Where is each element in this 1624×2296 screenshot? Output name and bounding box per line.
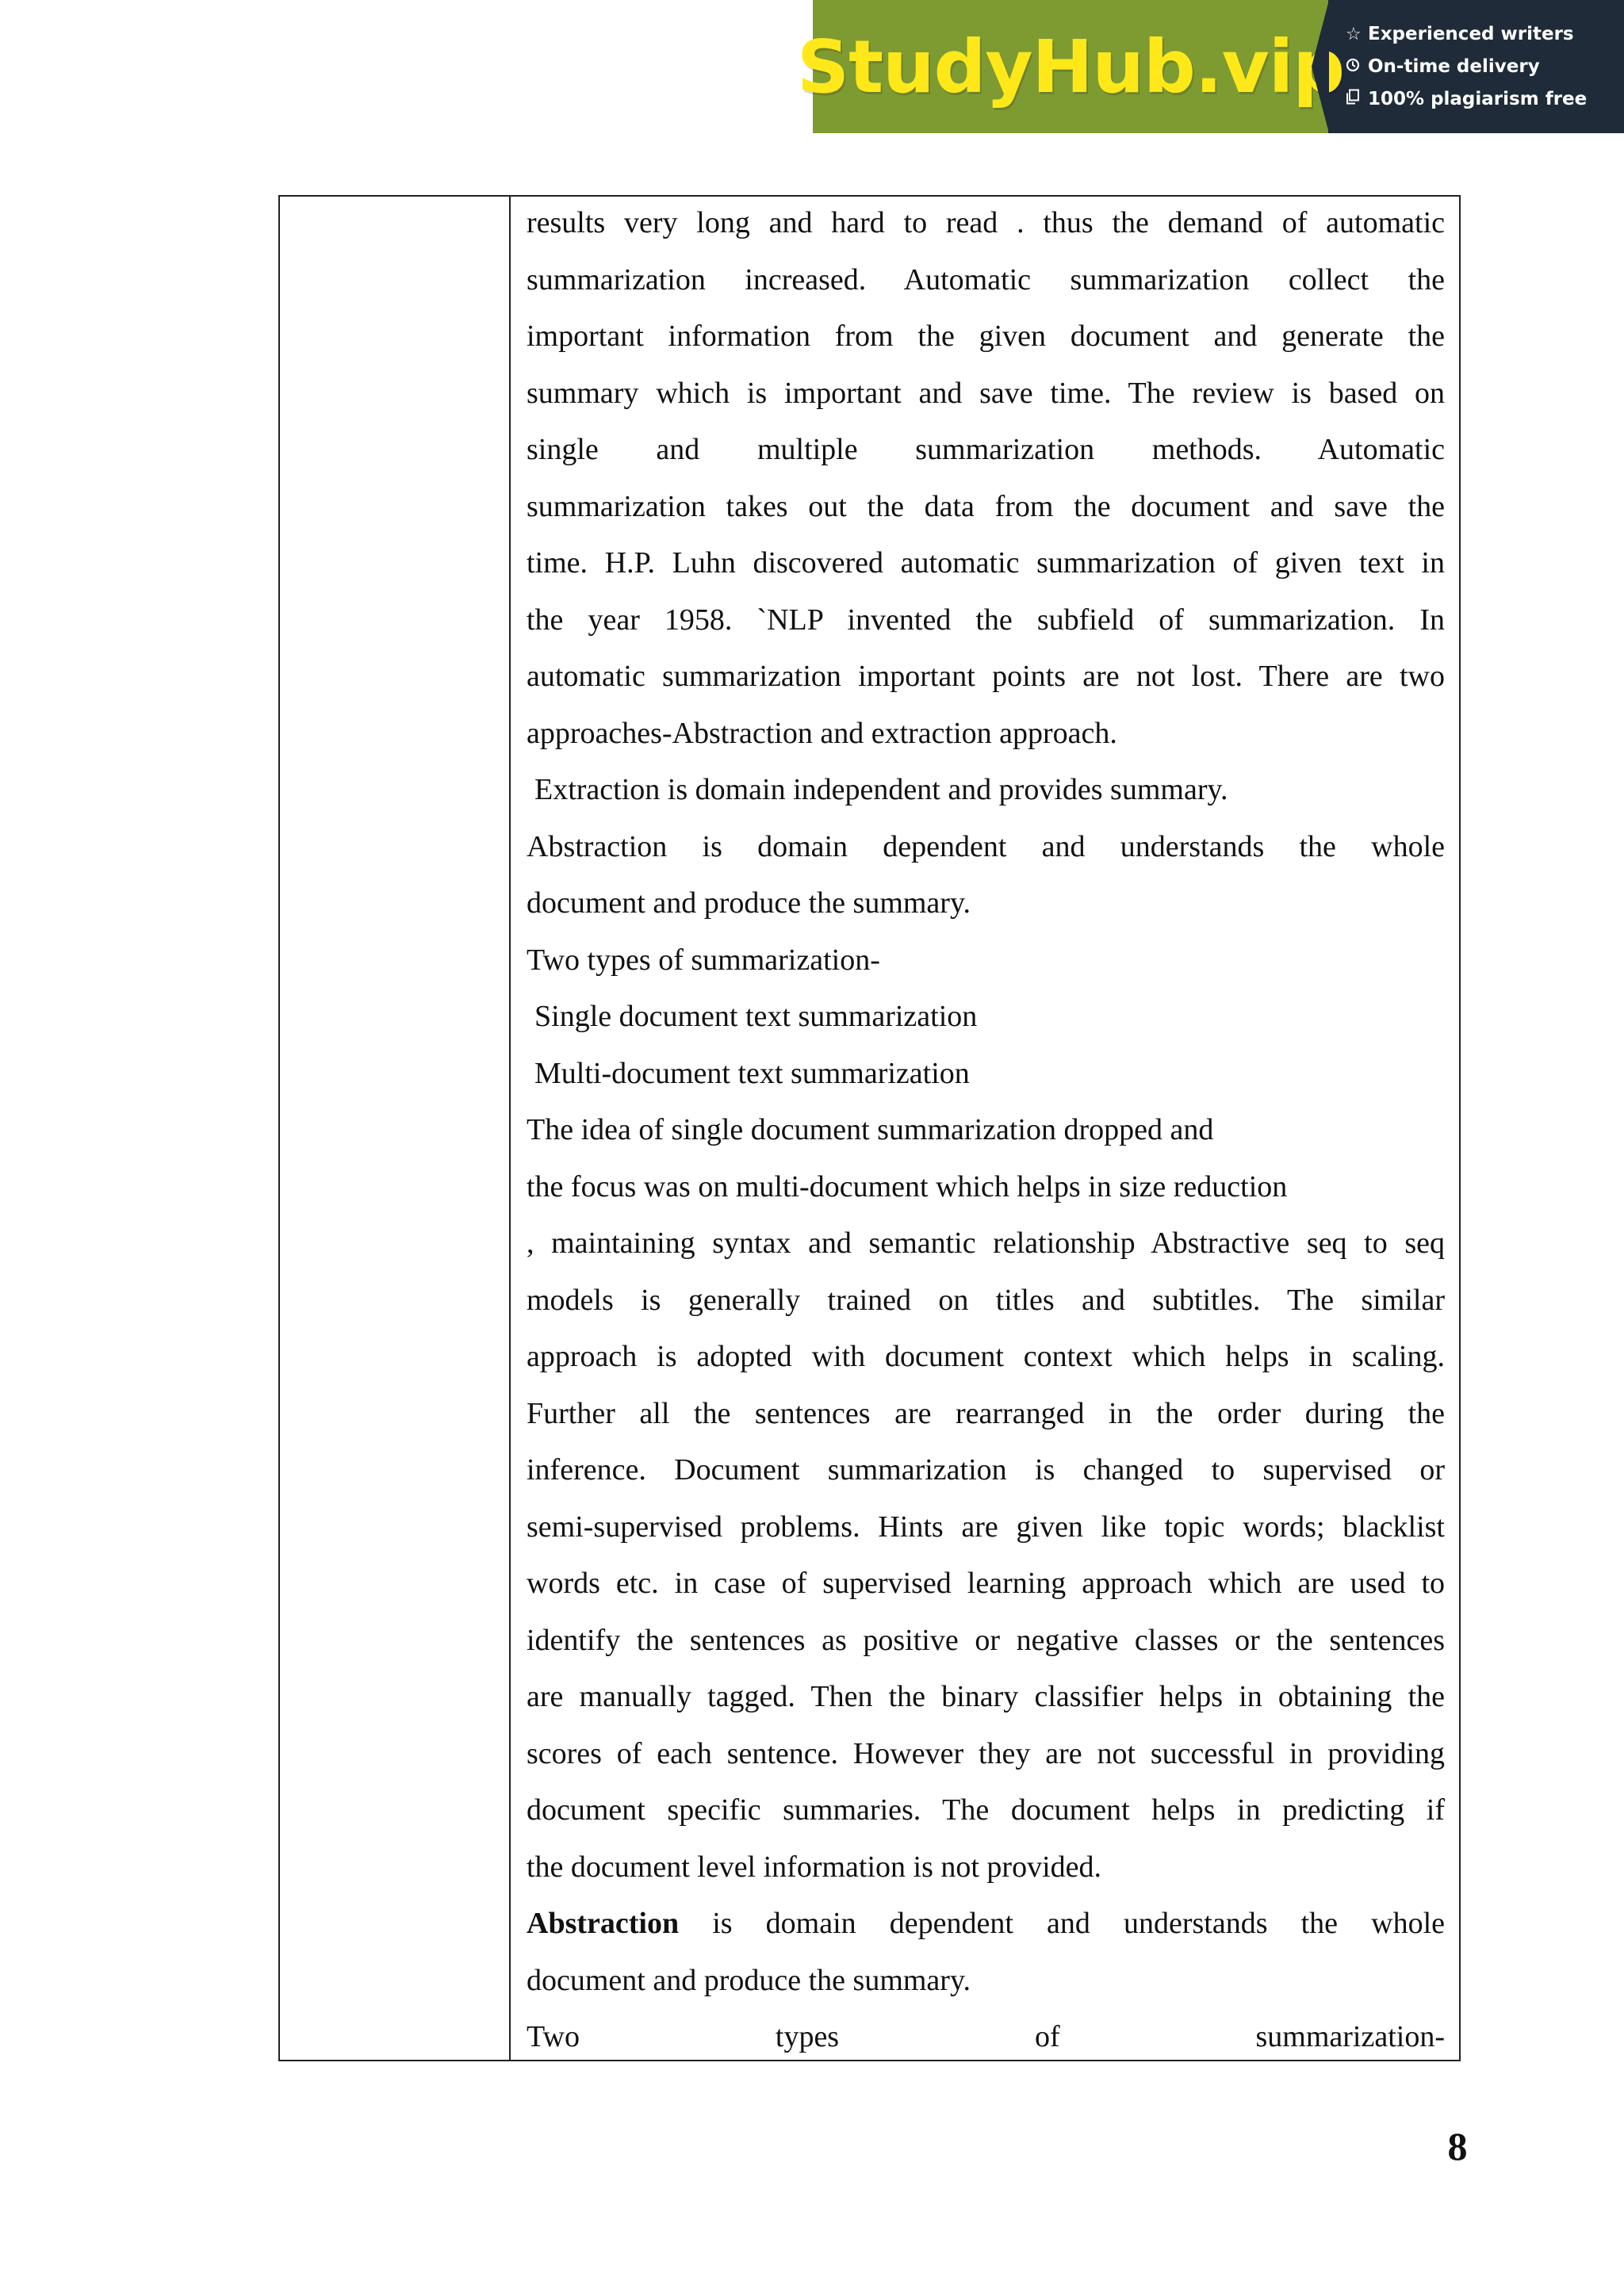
table-column-divider [509,195,511,2061]
text-line: Abstraction is domain dependent and understands the whole [527,829,1445,863]
bold-line-rest: is domain dependent and understands the whole [712,1907,1445,1940]
star-outline-icon: ☆ [1346,24,1362,44]
text-line: the document level information is not provided. [527,1850,1102,1884]
text-line: semi-supervised problems. Hints are given like topic words; blacklist [527,1510,1445,1544]
text-line: Single document text summarization [534,1000,978,1033]
text-line: identify the sentences as positive or negative classes or the sentences [527,1623,1445,1657]
bold-term: Abstraction [527,1907,680,1940]
text-line: models is generally trained on titles and subtitles. The similar [527,1283,1445,1317]
text-line: approach is adopted with document context which helps in scaling. [527,1340,1445,1373]
table-text-cell [527,195,1445,2066]
text-line: document specific summaries. The document helps in predicting if [527,1793,1445,1827]
text-line: the focus was on multi-document which helps in size reduction [527,1169,1288,1203]
feature-label: 100% plagiarism free [1368,88,1588,109]
brand-panel [796,0,1345,133]
text-line: automatic summarization important points are not lost. There are two [527,660,1445,693]
feature-label: Experienced writers [1368,23,1574,44]
text-line: Extraction is domain independent and provides summary. [534,773,1228,806]
feature-label: On-time delivery [1368,55,1540,77]
clock-icon [1346,51,1363,83]
text-line: document and produce the summary. [527,1963,971,1997]
text-line: Multi-document text summarization [534,1056,970,1090]
text-line: The idea of single document summarization dropped and [527,1113,1214,1146]
document-copy-icon [1346,83,1363,116]
studyhub-banner[interactable] [796,0,1624,133]
text-line: are manually tagged. Then the binary classifier helps in obtaining the [527,1680,1445,1713]
text-line: summarization increased. Automatic summarization collect the [527,262,1445,297]
text-line: approaches-Abstraction and extraction approach. [527,716,1117,750]
text-line: important information from the given document and generate the [527,320,1445,353]
text-line: scores of each sentence. However they are not successful in providing [527,1736,1445,1770]
features-panel [1328,0,1624,133]
text-line: results very long and hard to read . thus the demand of automatic [527,206,1445,239]
text-line: the year 1958. `NLP invented the subfield of summarization. In [527,603,1445,637]
feature-on-time-delivery [1346,51,1624,83]
text-line-bold-term [527,1896,1445,1953]
text-line: inference. Document summarization is changed to supervised or [527,1453,1445,1487]
text-line: , maintaining syntax and semantic relationship Abstractive seq to seq [527,1226,1445,1260]
feature-experienced-writers [1346,18,1624,51]
feature-plagiarism-free [1346,83,1624,116]
text-line: single and multiple summarization methods. Automatic [527,433,1445,466]
text-line: Further all the sentences are rearranged in the order during the [527,1396,1445,1430]
page-number: 8 [1447,2124,1468,2168]
text-line: words etc. in case of supervised learning approach which are used to [527,1567,1445,1600]
text-line: summary which is important and save time. The review is based on [527,376,1445,410]
text-line: Two types of summarization- [527,943,880,977]
brand-logo: StudyHub.vip [796,24,1345,109]
banner-divider-arrow [1312,0,1329,133]
text-line: time. H.P. Luhn discovered automatic summarization of given text in [527,546,1445,580]
text-line: document and produce the summary. [527,886,971,920]
text-line-last: Two types of summarization- [527,2020,1445,2053]
text-line: summarization takes out the data from the document and save the [527,489,1445,523]
